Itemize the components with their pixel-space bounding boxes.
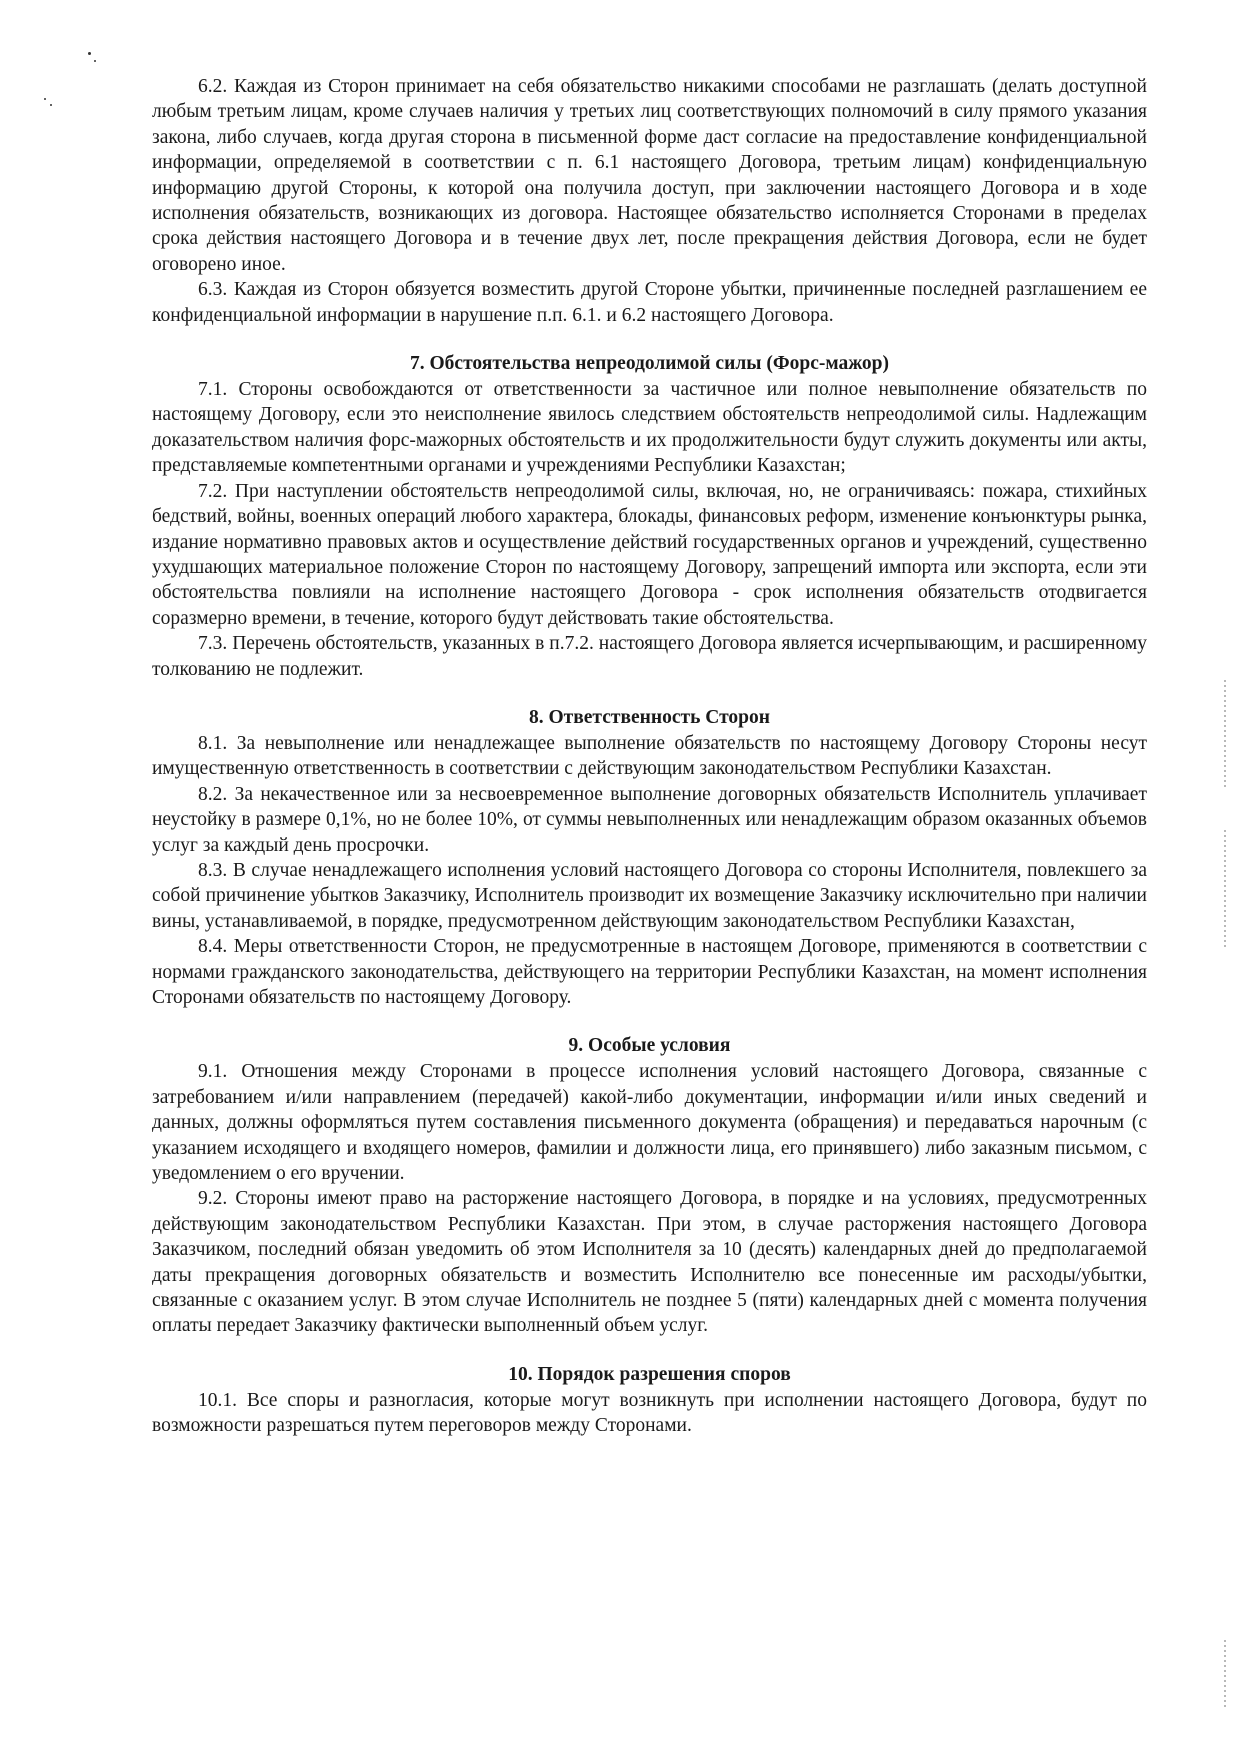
paragraph-7-3: 7.3. Перечень обстоятельств, указанных в п.7.2. настоящего Договора является исчерпывающим, и расширенному толкованию не подлежит. (152, 633, 1147, 680)
section-9 (152, 1032, 1147, 1338)
scan-speck (44, 98, 46, 100)
paragraph-8-2: 8.2. За некачественное или за несвоевременное выполнение договорных обязательств Исполнитель уплачивает неустойку в размере 0,1%, но не более 10%, от суммы невыполненных или ненадлежащим образом оказанных объемов услуг за каждый день просрочки. (152, 783, 1147, 856)
section-6-continued (152, 74, 1147, 328)
paragraph-8-1: 8.1. За невыполнение или ненадлежащее выполнение обязательств по настоящему Договору Стороны несут имущественную ответственность в соответствии с действующим законодательством Республики Казахстан. (152, 732, 1147, 780)
scan-edge-mark (1224, 680, 1226, 790)
scan-speck (50, 104, 52, 106)
section-8 (152, 704, 1147, 1010)
document-body (152, 74, 1147, 1439)
scan-edge-mark (1224, 830, 1226, 950)
scan-speck (94, 60, 96, 62)
section-7 (152, 350, 1147, 682)
section-heading: 10. Порядок разрешения споров (508, 1363, 791, 1385)
paragraph-6-2: 6.2. Каждая из Сторон принимает на себя обязательство никакими способами не разглашать (делать доступной любым третьим лицам, кроме случаев наличия у третьих лиц соответствующих полномочий в силу прямого указания закона, либо случаев, когда другая сторона в письменной форме даст согласие на предоставление конфиденциальной информации, определяемой в соответствии с п. 6.1 настоящего Договора, третьим лицам) конфиденциальную информацию другой Стороны, к которой она получила доступ, при заключении настоящего Договора и в ходе исполнения обязательств, возникающих из договора. Настоящее обязательство исполняется Сторонами в пределах срока действия настоящего Договора и в течение двух лет, после прекращения действия Договора, если не будет оговорено иное. (152, 76, 1147, 275)
paragraph-7-2: 7.2. При наступлении обстоятельств непреодолимой силы, включая, но, не ограничиваясь: пожара, стихийных бедствий, войны, военных операций любого характера, блокады, финансовых реформ, изменение конъюнктуры рынка, издание нормативно правовых актов и осуществление действий государственных органов и учреждений, существенно ухудшающих материальное положение Сторон по настоящему Договору, запрещений импорта или экспорта, если эти обстоятельства повлияли на исполнение настоящего Договора - срок исполнения обязательств отодвигается соразмерно времени, в течение, которого будут действовать такие обстоятельства. (152, 480, 1147, 629)
paragraph-7-1: 7.1. Стороны освобождаются от ответственности за частичное или полное невыполнение обязательств по настоящему Договору, если это неисполнение явилось следствием обстоятельств непреодолимой силы. Надлежащим доказательством наличия форс-мажорных обстоятельств и их продолжительности будут служить документы или акты, представляемые компетентными органами и учреждениями Республики Казахстан; (152, 379, 1147, 477)
section-10 (152, 1361, 1147, 1439)
paragraph-8-4: 8.4. Меры ответственности Сторон, не предусмотренные в настоящем Договоре, применяются в соответствии с нормами гражданского законодательства, действующего на территории Республики Казахстан, на момент исполнения Сторонами обязательств по настоящему Договору. (152, 936, 1147, 1008)
scan-speck (88, 52, 91, 55)
section-heading: 9. Особые условия (568, 1035, 731, 1057)
paragraph-9-1: 9.1. Отношения между Сторонами в процессе исполнения условий настоящего Договора, связанные с затребованием и/или направлением (передачей) какой-либо документации, информации и/или иных сведений и данных, должны оформляться путем составления письменного документа (обращения) и передаваться нарочным (с указанием исходящего и входящего номеров, фамилии и должности лица, его принявшего) либо заказным письмом, с уведомлением о его вручении. (152, 1061, 1147, 1185)
paragraph-10-1: 10.1. Все споры и разногласия, которые могут возникнуть при исполнении настоящего Договора, будут по возможности разрешаться путем переговоров между Сторонами. (152, 1389, 1147, 1437)
paragraph-6-3: 6.3. Каждая из Сторон обязуется возместить другой Стороне убытки, причиненные последней разглашением ее конфиденциальной информации в нарушение п.п. 6.1. и 6.2 настоящего Договора. (152, 279, 1147, 326)
paragraph-8-3: 8.3. В случае ненадлежащего исполнения условий настоящего Договора со стороны Исполнителя, повлекшего за собой причинение убытков Заказчику, Исполнитель производит их возмещение Заказчику исключительно при наличии вины, устанавливаемой, в порядке, предусмотренном действующим законодательством Республики Казахстан, (152, 859, 1147, 932)
section-heading: 7. Обстоятельства непреодолимой силы (Форс-мажор) (410, 353, 889, 375)
paragraph-9-2: 9.2. Стороны имеют право на расторжение настоящего Договора, в порядке и на условиях, предусмотренных действующим законодательством Республики Казахстан. При этом, в случае расторжения настоящего Договора Заказчиком, последний обязан уведомить об этом Исполнителя за 10 (десять) календарных дней до предполагаемой даты прекращения договорных обязательств и возместить Исполнителю все понесенные им расходы/убытки, связанные с оказанием услуг. В этом случае Исполнитель не позднее 5 (пяти) календарных дней с момента получения оплаты передает Заказчику фактически выполненный объем услуг. (152, 1188, 1147, 1337)
scan-edge-mark (1224, 1640, 1226, 1710)
section-heading: 8. Ответственность Сторон (528, 706, 771, 728)
